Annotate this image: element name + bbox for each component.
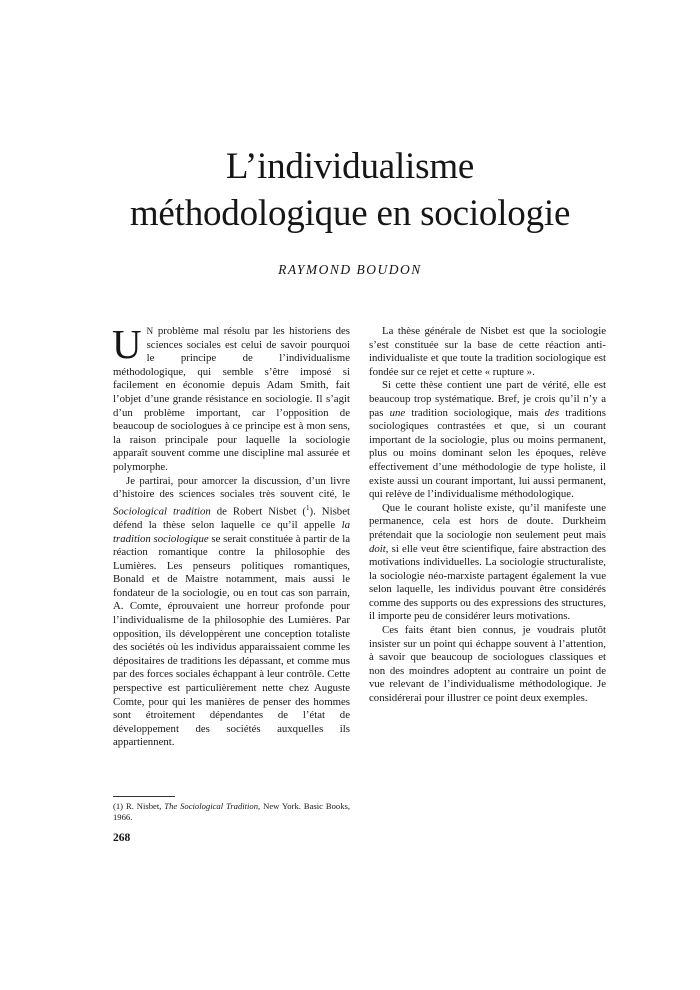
left-column xyxy=(112,321,350,750)
title-line-1: L’individualisme xyxy=(225,146,475,187)
text-run: , si elle veut être scientifique, faire abstraction des motivations individuelles. La sociologie structuraliste, la sociologie néo-marxiste partagent également la vue selon laquelle, les individus pouvant être considérés comme des supports ou des expressions des structures, il importe peu de considérer leurs motivations. xyxy=(369,542,606,623)
author-name: RAYMOND BOUDON xyxy=(278,262,422,277)
article-title xyxy=(0,143,700,237)
text-run: tradition sociologique, mais xyxy=(405,406,545,419)
italic-phrase: la tradition sociologique xyxy=(113,518,350,545)
footnote-ref[interactable]: 1 xyxy=(306,503,310,512)
italic-word: doit xyxy=(369,542,386,555)
text-run: Si cette thèse contient une part de vérité, elle est beaucoup trop systématique. Bref, je crois qu’il n’y a pas xyxy=(369,379,606,419)
text-run: Je partirai, pour amorcer la discussion, d’un livre d’histoire des sciences sociales très souvent cité, le xyxy=(113,474,350,501)
drop-cap: U xyxy=(112,321,142,367)
text-run: ). Nisbet défend la thèse selon laquelle ce qu’il appelle xyxy=(113,505,350,531)
italic-word: une xyxy=(389,406,406,419)
text-run: traditions sociologiques contrastées et que, si un courant important de la sociologie, plus ou moins permanent, plus ou moins dominant selon les époques, relève effectivement d’une méthodologie de type holiste, il existe aussi un courant important, lui aussi permanent, qui relève de l’individualisme méthodologique. xyxy=(369,406,607,501)
title-line-2: méthodologique en sociologie xyxy=(129,193,571,234)
text-run: se serait constituée à partir de la réaction romantique contre la philosophie des Lumières. Les penseurs politiques romantiques, Bonald et de Maistre notamment, mais aussi le fondateur de la sociologie, ou en tout cas son parrain, A. Comte, éprouvaient une horreur profonde pour l’individualisme de la philosophie des Lumières. Par opposition, ils développèrent une conception totaliste des sociétés où les individus apparaissaient comme les dépositaires de traditions les dépassant, et comme mus par des forces sociales échappant à leur contrôle. Cette perspective est particulièrement nette chez Auguste Comte, pour qui les manières de penser des hommes sont étroitement dépendantes de l’état de développement des sociétés auxquelles ils appartiennent. xyxy=(113,532,350,749)
paragraph-holism xyxy=(369,502,606,624)
paragraph-intro xyxy=(112,321,350,475)
italic-word: des xyxy=(544,406,560,419)
page-number: 268 xyxy=(113,832,131,844)
footnote xyxy=(113,801,350,822)
right-column xyxy=(369,325,606,706)
text-run: Que le courant holiste existe, qu’il manifeste une permanence, cela est hors de doute. Durkheim prétendait que la sociologie non seulement peut mais xyxy=(369,501,606,541)
footnote-book-title: The Sociological Tradition xyxy=(164,801,259,811)
footnote-divider xyxy=(113,796,175,797)
paragraph-thesis: La thèse générale de Nisbet est que la sociologie s’est constituée sur la base de cette réaction anti-individualiste et que toute la tradition sociologique est fondée sur ce rejet et cette « rupture ». xyxy=(369,325,606,378)
footnote-rest: , New York. Basic Books, 1966. xyxy=(113,801,350,822)
paragraph-critique xyxy=(369,379,606,501)
small-caps-letter: N xyxy=(146,326,154,336)
paragraph-text: problème mal résolu par les historiens des sciences sociales est celui de savoir pourquoi le principe de l’individualisme méthodologique, qui semble s’être imposé si facilement en économie depuis Adam Smith, fait l’objet d’une grande résistance en sociologie. Il s’agit d’un problème important, car l’opposition de beaucoup de sociologues à ce principe est à mon sens, la raison principale pour laquelle la sociologie apparaît souvent comme une discipline mal assurée et polymorphe. xyxy=(113,325,350,473)
footnote-number: (1) R. Nisbet, xyxy=(113,801,165,811)
italic-title: Sociological tradition xyxy=(113,505,211,518)
paragraph-individualism: Ces faits étant bien connus, je voudrais plutôt insister sur un point qui échappe souvent à l’attention, à savoir que beaucoup de sociologues classiques et non des moindres adoptent au contraire un point de vue relevant de l’individualisme méthodologique. Je considérerai pour illustrer ce point deux exemples. xyxy=(369,624,606,705)
text-run: de Robert Nisbet ( xyxy=(210,505,307,518)
paragraph-nisbet xyxy=(113,475,350,750)
